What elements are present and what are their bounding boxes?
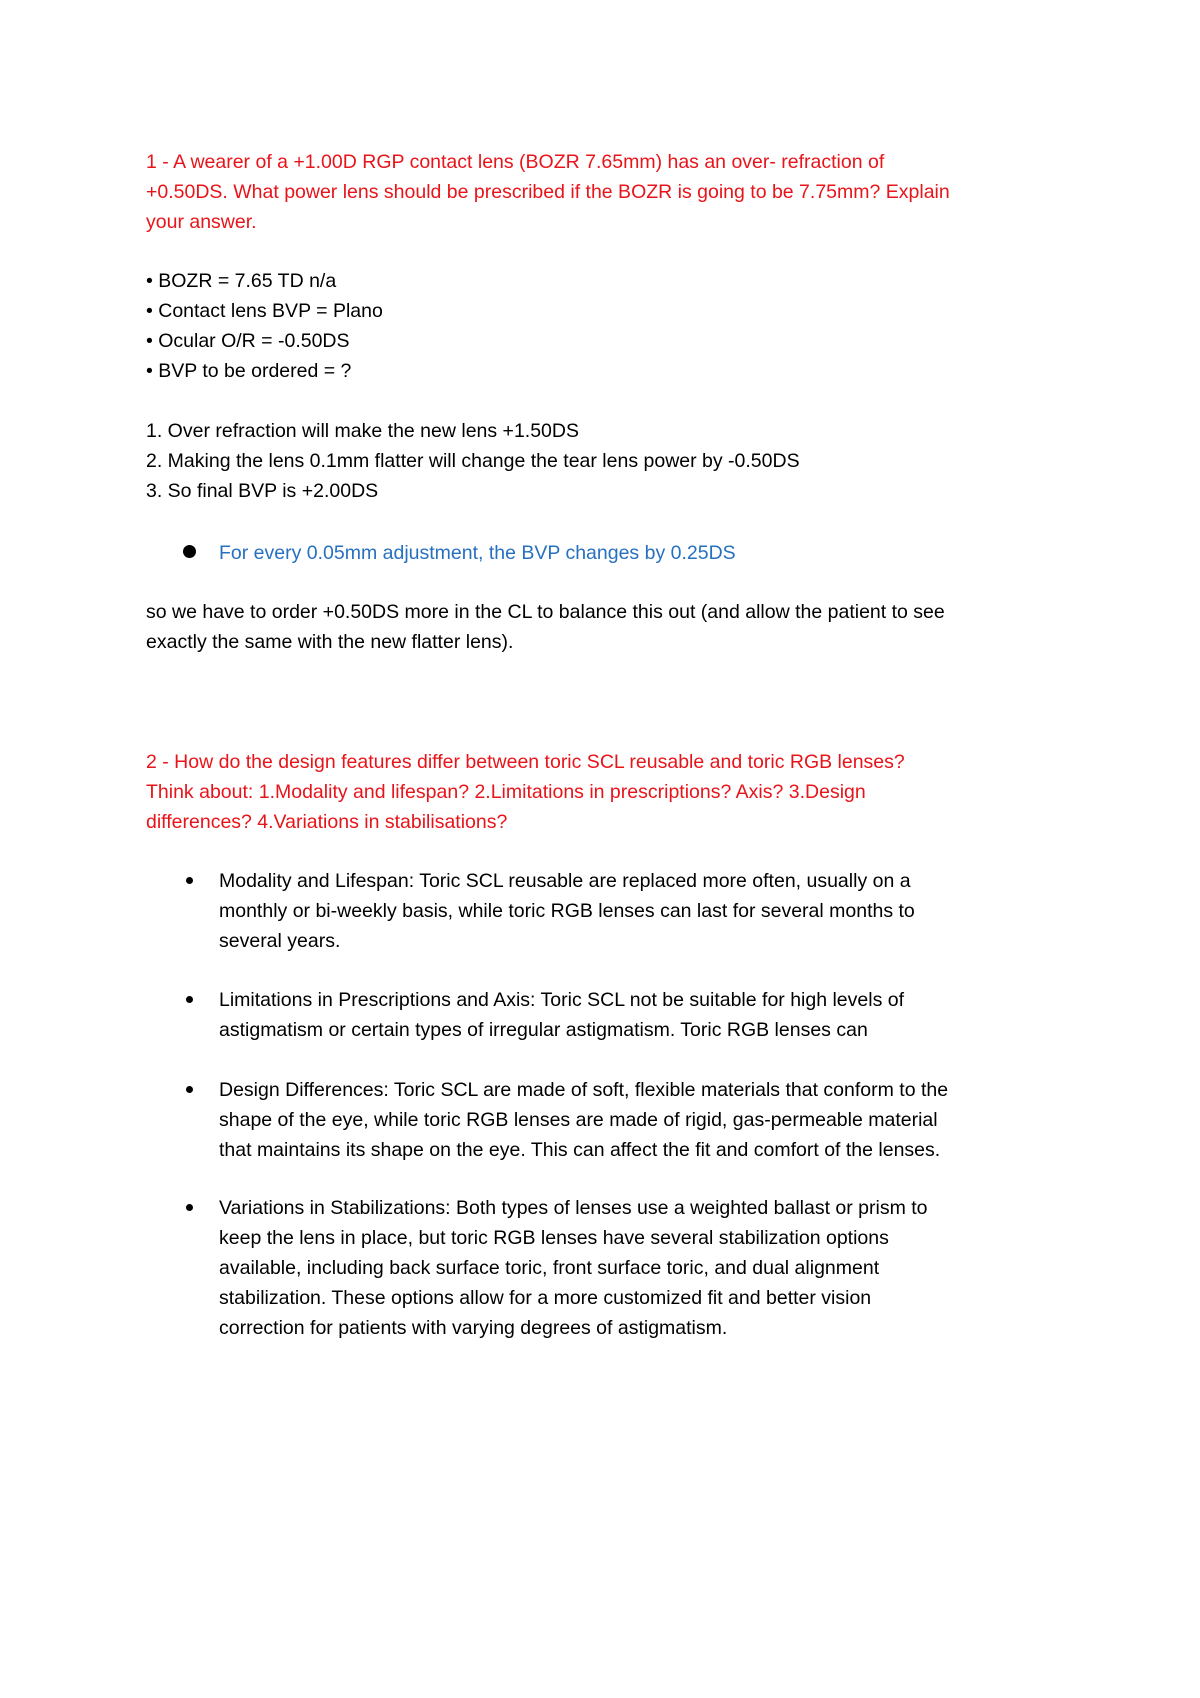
answer-line: stabilization. These options allow for a more customized fit and better vision [219, 1287, 872, 1309]
bullet-icon [186, 996, 193, 1003]
answer-line: correction for patients with varying degrees of astigmatism. [219, 1317, 728, 1339]
question-1 [146, 147, 1080, 237]
conclusion-line: exactly the same with the new flatter lens). [146, 631, 514, 653]
answer-line: shape of the eye, while toric RGB lenses are made of rigid, gas-permeable material [219, 1109, 938, 1131]
question-1-line: 1 - A wearer of a +1.00D RGP contact lens (BOZR 7.65mm) has an over- refraction of [146, 151, 885, 173]
answer-limitations [146, 985, 1080, 1045]
given-item: • BVP to be ordered = ? [146, 360, 352, 382]
bullet-icon [183, 545, 196, 558]
note-item [146, 538, 1080, 568]
answer-line: astigmatism or certain types of irregular astigmatism. Toric RGB lenses can [219, 1019, 868, 1041]
step-item: 3. So final BVP is +2.00DS [146, 480, 379, 502]
question-2 [146, 747, 1080, 837]
conclusion-line: so we have to order +0.50DS more in the CL to balance this out (and allow the patient to see [146, 601, 945, 623]
answer-line: several years. [219, 930, 341, 952]
question-2-line: Think about: 1.Modality and lifespan? 2.Limitations in prescriptions? Axis? 3.Design [146, 781, 866, 803]
givens-list [146, 266, 1080, 386]
bullet-icon [186, 1204, 193, 1211]
question-1-line: +0.50DS. What power lens should be prescribed if the BOZR is going to be 7.75mm? Explain [146, 181, 950, 203]
question-2-line: differences? 4.Variations in stabilisations? [146, 811, 508, 833]
given-item: • BOZR = 7.65 TD n/a [146, 270, 337, 292]
answer-stabilization [146, 1193, 1080, 1343]
question-1-line: your answer. [146, 211, 257, 233]
answer-line: Limitations in Prescriptions and Axis: Toric SCL not be suitable for high levels of [219, 989, 905, 1011]
answer-design [146, 1075, 1080, 1165]
given-item: • Ocular O/R = -0.50DS [146, 330, 350, 352]
given-item: • Contact lens BVP = Plano [146, 300, 383, 322]
note-text: For every 0.05mm adjustment, the BVP changes by 0.25DS [219, 542, 736, 564]
answer-line: that maintains its shape on the eye. This can affect the fit and comfort of the lenses. [219, 1139, 941, 1161]
question-2-line: 2 - How do the design features differ between toric SCL reusable and toric RGB lenses? [146, 751, 905, 773]
answer-line: Design Differences: Toric SCL are made of soft, flexible materials that conform to the [219, 1079, 949, 1101]
bullet-icon [186, 877, 193, 884]
step-item: 2. Making the lens 0.1mm flatter will change the tear lens power by -0.50DS [146, 450, 800, 472]
step-item: 1. Over refraction will make the new lens +1.50DS [146, 420, 579, 442]
answer-line: Variations in Stabilizations: Both types of lenses use a weighted ballast or prism to [219, 1197, 928, 1219]
answer-line: Modality and Lifespan: Toric SCL reusable are replaced more often, usually on a [219, 870, 911, 892]
bullet-icon [186, 1086, 193, 1093]
answer-line: keep the lens in place, but toric RGB lenses have several stabilization options [219, 1227, 889, 1249]
steps-list [146, 416, 1080, 506]
answer-modality [146, 866, 1080, 956]
conclusion [146, 597, 1080, 657]
answer-line: monthly or bi-weekly basis, while toric RGB lenses can last for several months to [219, 900, 915, 922]
answer-line: available, including back surface toric, front surface toric, and dual alignment [219, 1257, 880, 1279]
